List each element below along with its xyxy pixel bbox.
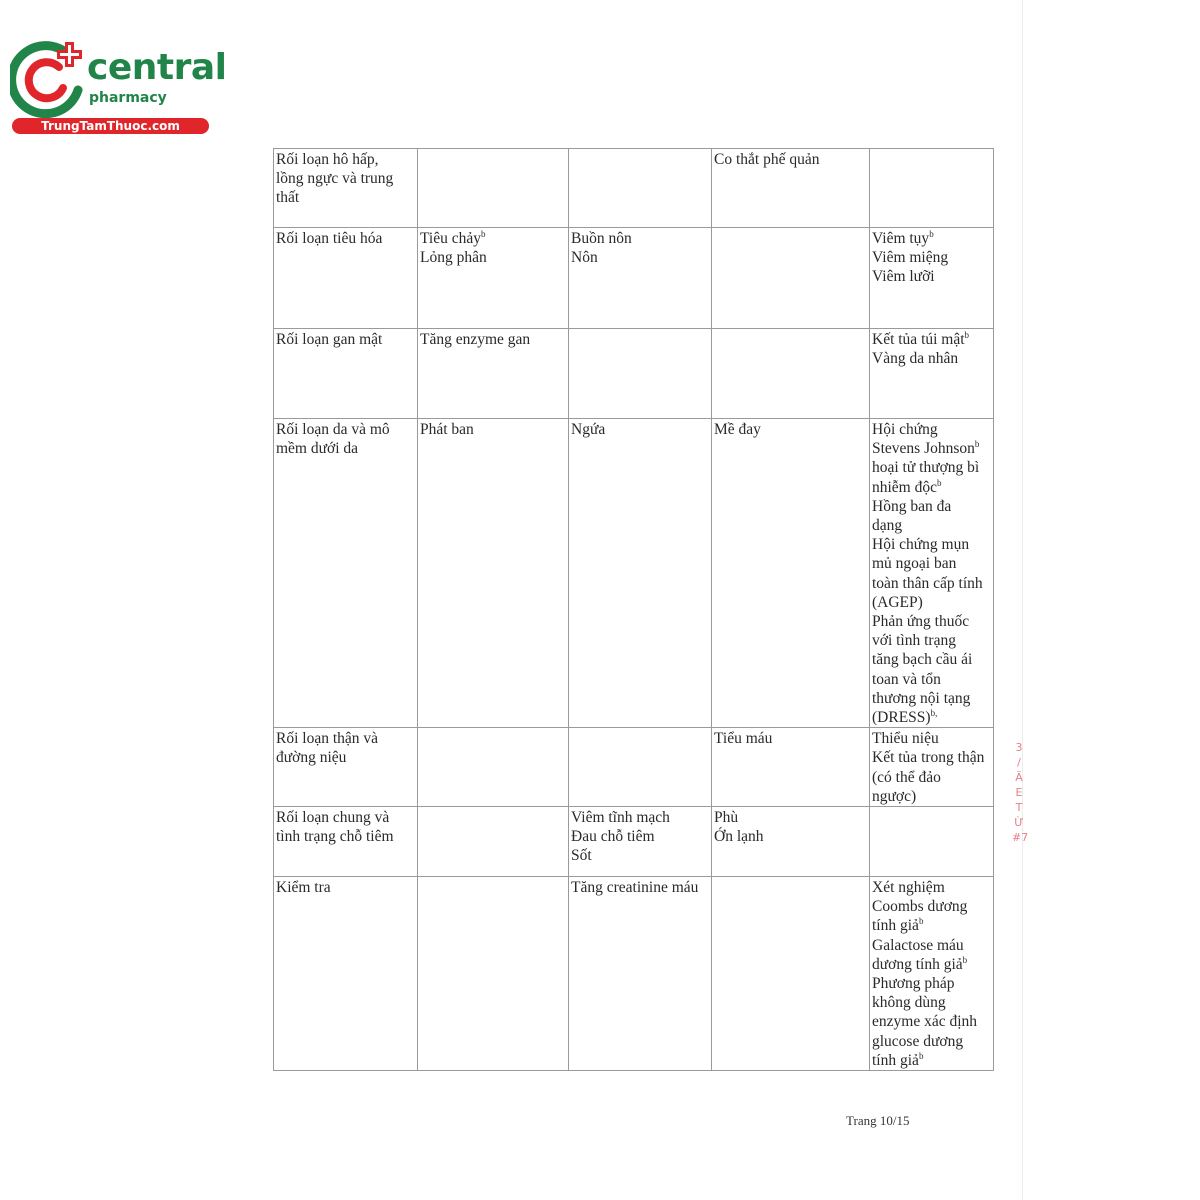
category-cell: Rối loạn da và mô mềm dưới da	[274, 419, 418, 728]
category-cell: Rối loạn chung và tình trạng chỗ tiêm	[274, 807, 418, 877]
table-cell: Tiểu máu	[712, 728, 870, 807]
table-cell: Thiểu niệu Kết tủa trong thận (có thể đảo ngược)	[870, 728, 994, 807]
adverse-reactions-table	[273, 148, 994, 1071]
page-number: Trang 10/15	[846, 1113, 910, 1128]
table-cell	[569, 728, 712, 807]
brand-subtitle: pharmacy	[89, 90, 167, 106]
table-cell: Viêm tụy$^b$ Viêm miệng Viêm lưỡi	[870, 228, 994, 329]
table-row	[274, 419, 994, 728]
table-cell	[712, 329, 870, 419]
table-cell	[418, 728, 569, 807]
pharmacy-cross-logo-icon	[10, 38, 90, 118]
table-cell	[569, 329, 712, 419]
table-row	[274, 329, 994, 419]
table-cell: Co thắt phế quản	[712, 149, 870, 228]
table-cell	[870, 807, 994, 877]
handwritten-margin-mark: 3 / Ã E T Ừ #7	[1012, 741, 1029, 844]
table-cell	[569, 149, 712, 228]
table-cell	[712, 877, 870, 1071]
table-cell	[712, 228, 870, 329]
category-cell: Rối loạn gan mật	[274, 329, 418, 419]
table-cell: Ngứa	[569, 419, 712, 728]
table-cell	[870, 149, 994, 228]
table-cell: Kết tủa túi mật$^b$ Vàng da nhân	[870, 329, 994, 419]
category-cell: Rối loạn tiêu hóa	[274, 228, 418, 329]
brand-name: central	[87, 47, 227, 88]
table-row	[274, 149, 994, 228]
table-row	[274, 877, 994, 1071]
category-cell: Rối loạn thận và đường niệu	[274, 728, 418, 807]
page-edge-line	[1022, 0, 1023, 1200]
table-cell: Viêm tĩnh mạch Đau chỗ tiêm Sốt	[569, 807, 712, 877]
table-cell	[418, 877, 569, 1071]
table-cell: Tăng creatinine máu	[569, 877, 712, 1071]
table-cell: Hội chứng Stevens Johnson$^b$ hoại tử thượng bì nhiễm độc$^b$ Hồng ban đa dạng Hội chứng mụn mủ ngoại ban toàn thân cấp tính (AGEP) Phản ứng thuốc với tình trạng tăng bạch cầu ái toan và tổn thương nội tạng (DRESS)$^{b,}$	[870, 419, 994, 728]
table-cell: Tiêu chảy$^b$ Lỏng phân	[418, 228, 569, 329]
table-row	[274, 228, 994, 329]
category-cell: Kiểm tra	[274, 877, 418, 1071]
table-cell: Phù Ớn lạnh	[712, 807, 870, 877]
brand-site-bar: TrungTamThuoc.com	[12, 118, 209, 134]
table-cell	[418, 149, 569, 228]
table-row	[274, 728, 994, 807]
table-row	[274, 807, 994, 877]
table-cell	[418, 807, 569, 877]
table-cell: Xét nghiệm Coombs dương tính giả$^b$ Galactose máu dương tính giả$^b$ Phương pháp không dùng enzyme xác định glucose dương tính giả$^b$	[870, 877, 994, 1071]
table-cell: Buồn nôn Nôn	[569, 228, 712, 329]
table-cell: Mề đay	[712, 419, 870, 728]
table-cell: Phát ban	[418, 419, 569, 728]
table-cell: Tăng enzyme gan	[418, 329, 569, 419]
category-cell: Rối loạn hô hấp, lồng ngực và trung thất	[274, 149, 418, 228]
